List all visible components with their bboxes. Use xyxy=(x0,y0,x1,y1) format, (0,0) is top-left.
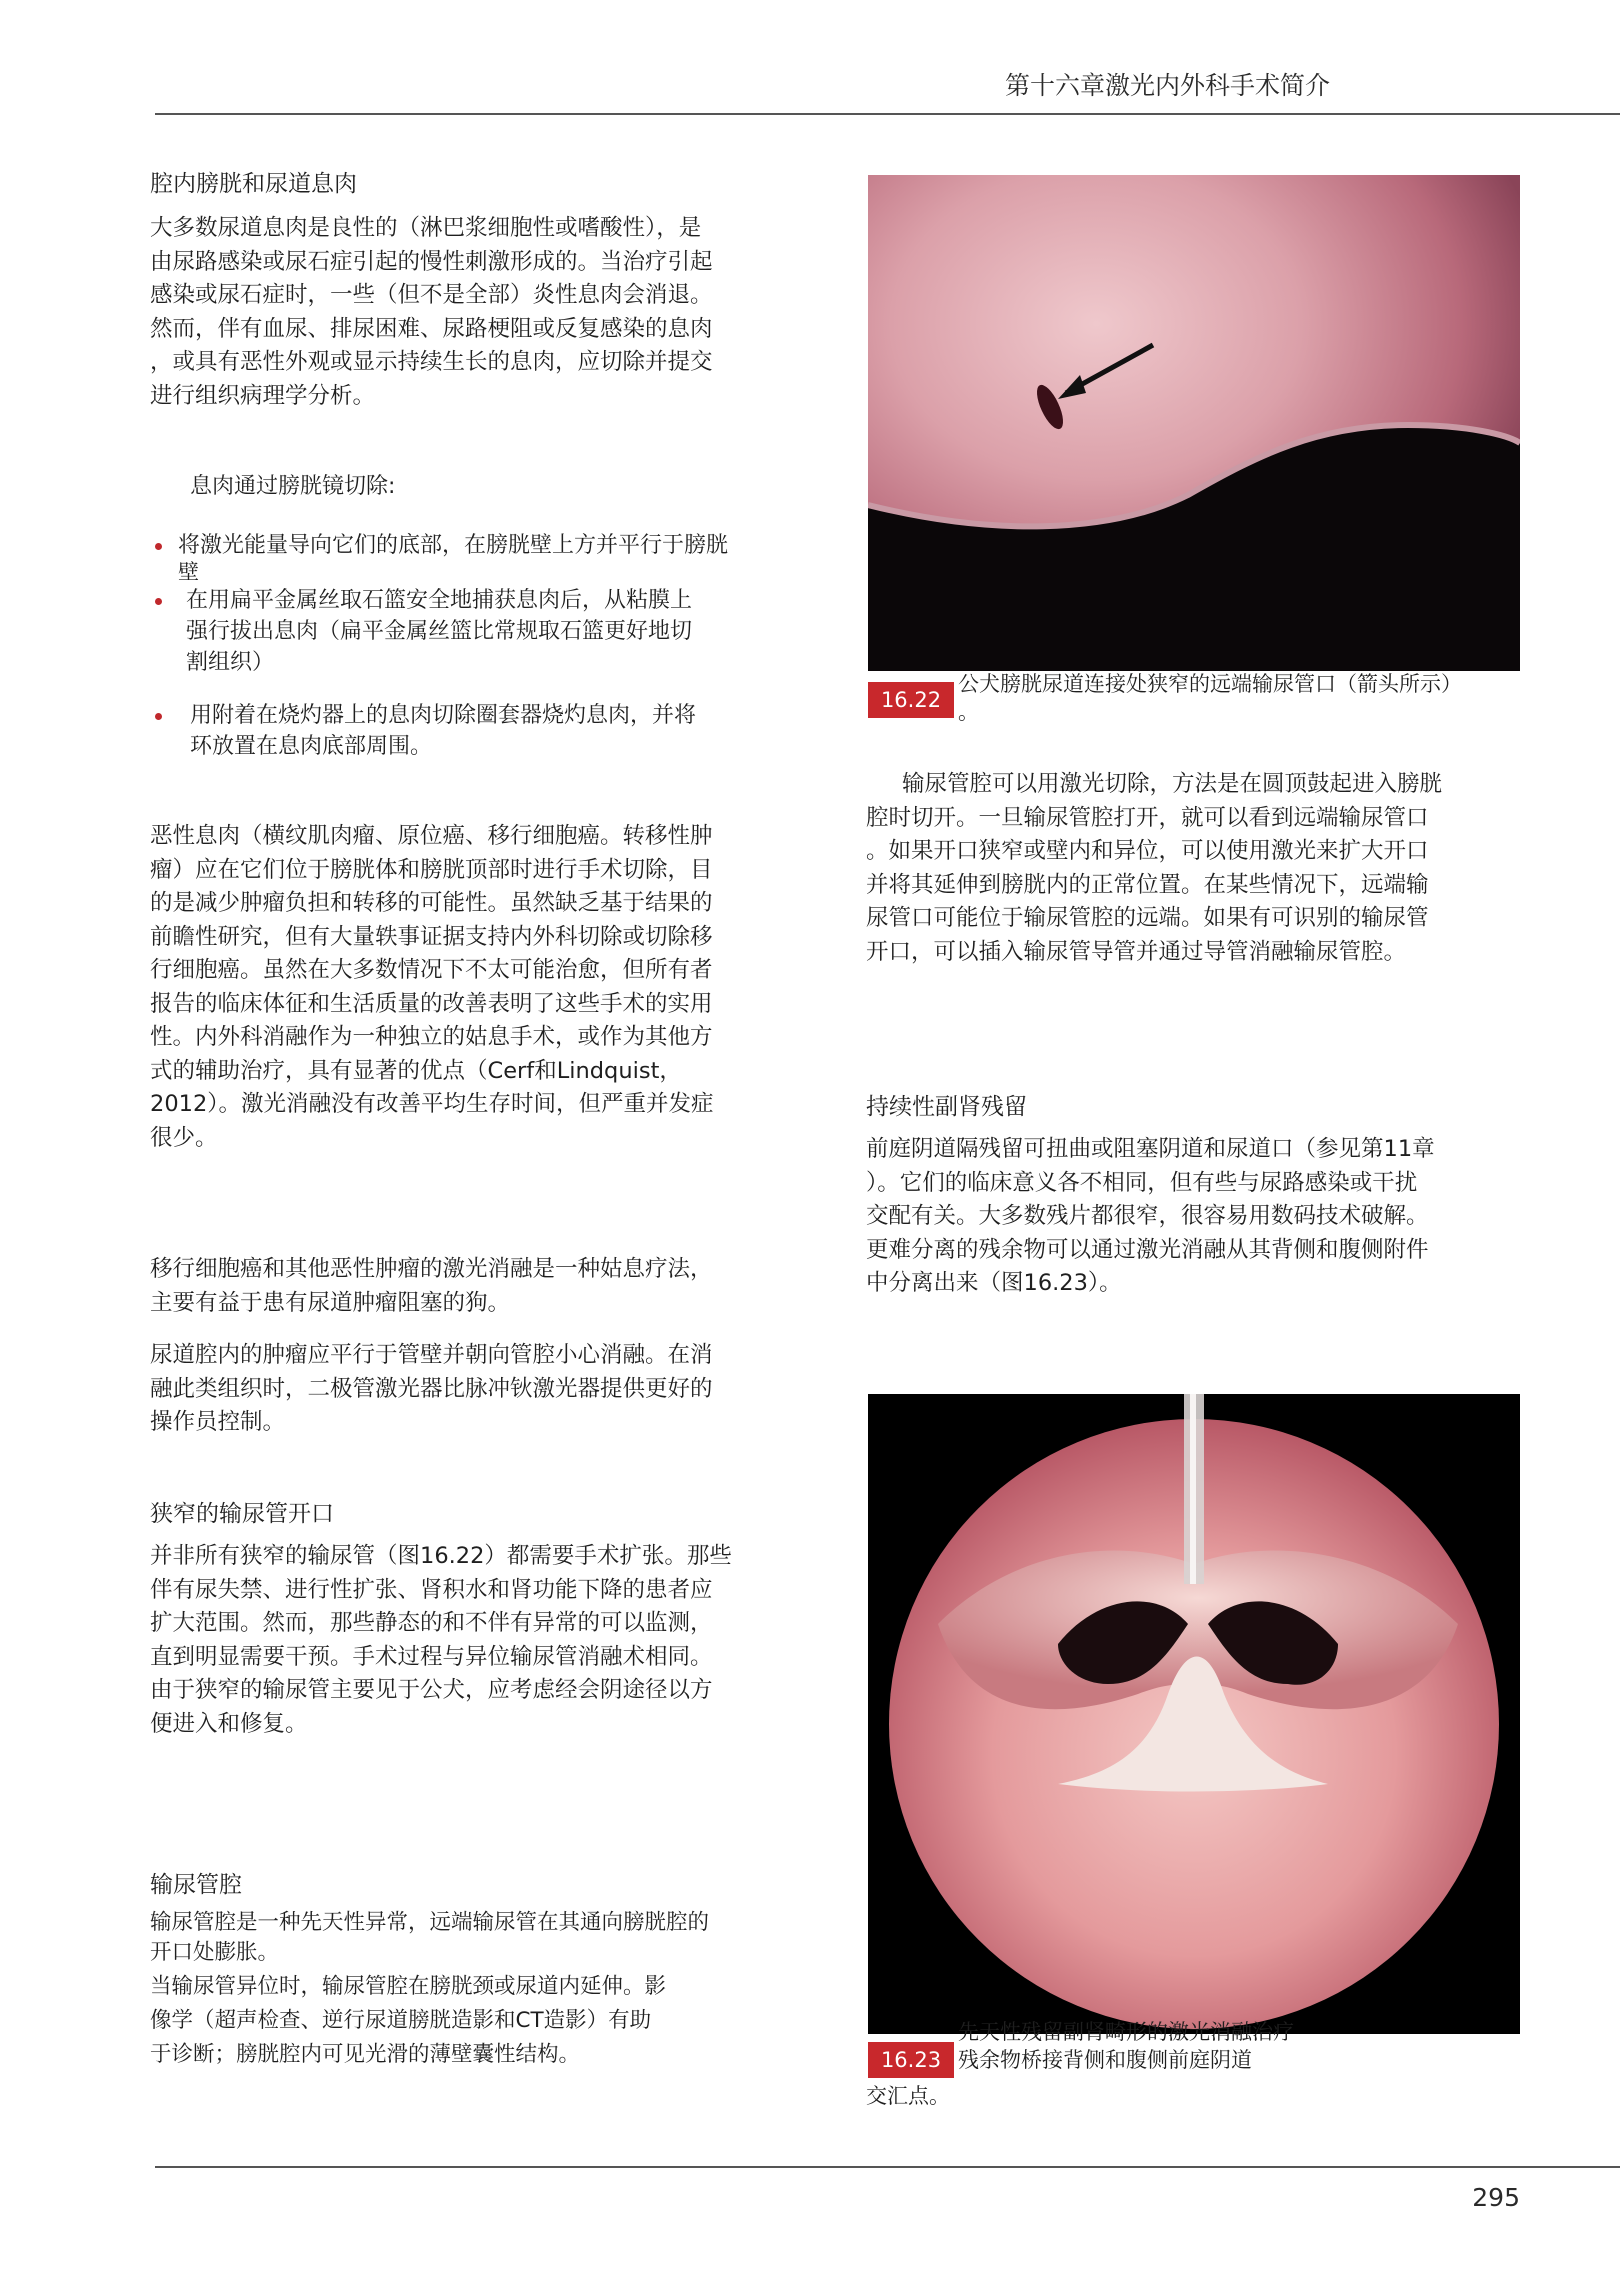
paragraph-ureterocele-excision: 输尿管腔可以用激光切除，方法是在圆顶鼓起进入膀胱 腔时切开。一旦输尿管腔打开，就可以看到远端输尿管口 。如果开口狭窄或壁内和异位，可以使用激光来扩大开口 并将其延伸到膀胱内的正常位置。在某些情况下，远端输 尿管口可能位于输尿管腔的远端。如果有可识别的输尿管 开口，可以插入输尿管导管并通过导管消融输尿管腔。 xyxy=(866,771,1443,965)
figure-16-23-endoscopy-image xyxy=(868,1394,1520,2034)
paragraph-polyps-intro: 大多数尿道息肉是良性的（淋巴浆细胞性或嗜酸性），是 由尿路感染或尿石症引起的慢性刺激形成的。当治疗引起 感染或尿石症时，一些（但不是全部）炎性息肉会消退。 然而，伴有血尿、排尿困难、尿路梗阻或反复感染的息肉 ，或具有恶性外观或显示持续生长的息肉，应切除并提交 进行组织病理学分析。 xyxy=(150,215,713,409)
section-heading-paramesonephric-remnant: 持续性副肾残留 xyxy=(866,1094,1027,1120)
list-item: 在用扁平金属丝取石篮安全地捕获息肉后，从粘膜上 强行拔出息肉（扁平金属丝篮比常规取石篮更好地切 割组织） xyxy=(150,585,810,678)
paragraph-malignant-polyps: 恶性息肉（横纹肌肉瘤、原位癌、移行细胞癌。转移性肿 瘤）应在它们位于膀胱体和膀胱顶部时进行手术切除，目 的是减少肿瘤负担和转移的可能性。虽然缺乏基于结果的 前瞻性研究，但有大量轶事证据支持内外科切除或切除移 行细胞癌。虽然在大多数情况下不太可能治愈，但所有者 报告的临床体征和生活质量的改善表明了这些手术的实用 性。内外科消融作为一种独立的姑息手术，或作为其他方 式的辅助治疗，具有显著的优点（Cerf和Lindquist， 2012）。激光消融没有改善平均生存时间，但严重并发症 很少。 xyxy=(150,823,714,1151)
figure-label-16-22: 16.22 xyxy=(868,682,954,718)
bullet-icon xyxy=(155,543,162,550)
footer-rule xyxy=(155,2166,1620,2168)
paragraph-urethral-tumor: 尿道腔内的肿瘤应平行于管壁并朝向管腔小心消融。在消 融此类组织时，二极管激光器比脉冲钬激光器提供更好的 操作员控制。 xyxy=(150,1342,713,1435)
section-heading-stenotic-ureter: 狭窄的输尿管开口 xyxy=(150,1501,334,1527)
paragraph-palliative-ablation: 移行细胞癌和其他恶性肿瘤的激光消融是一种姑息疗法， 主要有益于患有尿道肿瘤阻塞的狗。 xyxy=(150,1256,713,1316)
figure-label-16-23: 16.23 xyxy=(868,2042,954,2078)
paragraph-stenotic-ureter: 并非所有狭窄的输尿管（图16.22）都需要手术扩张。那些 伴有尿失禁、进行性扩张、肾积水和肾功能下降的患者应 扩大范围。然而，那些静态的和不伴有异常的可以监测， 直到明显需要干预。手术过程与异位输尿管消融术相同。 由于狭窄的输尿管主要见于公犬，应考虑经会阴途径以方 便进入和修复。 xyxy=(150,1543,732,1737)
bullet-icon xyxy=(155,598,162,605)
section-heading-ureterocele: 输尿管腔 xyxy=(150,1872,242,1898)
header-rule xyxy=(155,113,1620,115)
endoscopy-photo-laser-ablation xyxy=(868,1394,1520,2034)
paragraph-ureterocele-a: 输尿管腔是一种先天性异常，远端输尿管在其通向膀胱腔的 开口处膨胀。 xyxy=(150,1910,710,1965)
endoscopy-photo-ureteral-orifice xyxy=(868,175,1520,671)
list-item: 将激光能量导向它们的底部，在膀胱壁上方并平行于膀胱 壁 xyxy=(150,530,810,583)
figure-caption-16-22: 公犬膀胱尿道连接处狭窄的远端输尿管口（箭头所示） 。 xyxy=(958,672,1462,724)
figure-caption-16-23-tail: 交汇点。 xyxy=(866,2084,950,2108)
figure-16-22-endoscopy-image xyxy=(868,175,1520,671)
removal-methods-list xyxy=(150,530,810,762)
bullet-icon xyxy=(155,713,162,720)
list-item: 用附着在烧灼器上的息肉切除圈套器烧灼息肉，并将 环放置在息肉底部周围。 xyxy=(150,700,810,762)
subheading-cystoscopic-removal: 息肉通过膀胱镜切除: xyxy=(190,474,396,499)
section-heading-polyps: 腔内膀胱和尿道息肉 xyxy=(150,171,357,197)
figure-caption-16-23: 先天性残留副肾畸形的激光消融治疗 残余物桥接背侧和腹侧前庭阴道 xyxy=(958,2020,1294,2072)
paragraph-ureterocele-b: 当输尿管异位时，输尿管腔在膀胱颈或尿道内延伸。影 像学（超声检查、逆行尿道膀胱造影和CT造影）有助 于诊断；膀胱腔内可见光滑的薄壁囊性结构。 xyxy=(150,1974,667,2067)
paragraph-paramesonephric-remnant: 前庭阴道隔残留可扭曲或阻塞阴道和尿道口（参见第11章 ）。它们的临床意义各不相同，但有些与尿路感染或干扰 交配有关。大多数残片都很窄，很容易用数码技术破解。 更难分离的残余物可以通过激光消融从其背侧和腹侧附件 中分离出来（图16.23）。 xyxy=(866,1136,1435,1296)
page-number: 295 xyxy=(1472,2183,1520,2212)
chapter-title: 第十六章激光内外科手术简介 xyxy=(1004,71,1330,100)
